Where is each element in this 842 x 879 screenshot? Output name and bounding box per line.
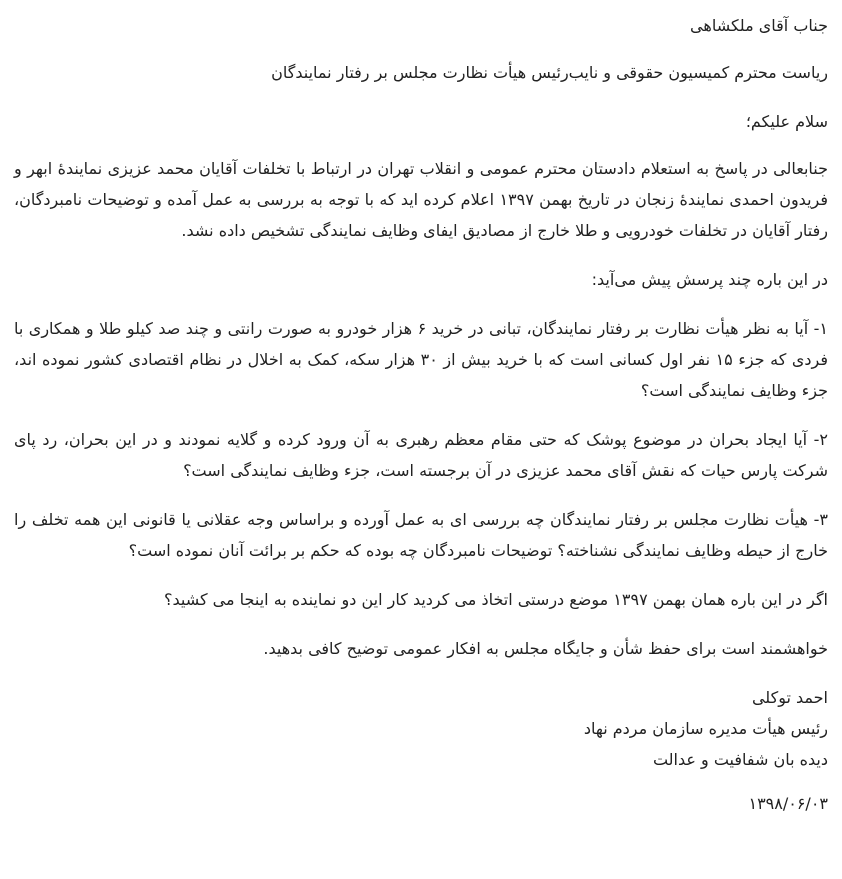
paragraph-request: خواهشمند است برای حفظ شأن و جایگاه مجلس به افکار عمومی توضیح کافی بدهید. [263, 639, 828, 658]
greeting: سلام علیکم؛ [745, 112, 828, 131]
signature-organization: دیده بان شفافیت و عدالت [652, 750, 828, 769]
salutation: جناب آقای ملکشاهی [690, 16, 828, 35]
signature-name: احمد توکلی [751, 688, 828, 707]
paragraph-question-2: ۲- آیا ایجاد بحران در موضوع پوشک که حتی مقام معظم رهبری به آن ورود کرده و گلایه نمودند و در این بحران، رد پای شرکت پارس حیات که نقش آقای محمد عزیزی در آن برجسته است، جزء وظایف نمایندگی است؟ [14, 430, 828, 480]
paragraph-intro: جنابعالی در پاسخ به استعلام دادستان محترم عمومی و انقلاب تهران در ارتباط با تخلفات آقایان محمد عزیزی نمایندۀ ابهر و فریدون احمدی نمایندۀ زنجان در تاریخ بهمن ۱۳۹۷ اعلام کرده اید که با توجه به بررسی به عمل آمده و توضیحات نامبردگان، رفتار آقایان در تخلفات خودرویی و طلا خارج از مصادیق ایفای وظایف نمایندگی تشخیص داده نشد. [14, 159, 829, 240]
paragraph-questions-lead: در این باره چند پرسش پیش می‌آید: [591, 270, 828, 289]
letter-date: ۱۳۹۸/۰۶/۰۳ [748, 794, 828, 813]
paragraph-question-1: ۱- آیا به نظر هیأت نظارت بر رفتار نمایندگان، تبانی در خرید ۶ هزار خودرو به صورت رانتی و چند صد کیلو طلا و همکاری با فردی که جزء ۱۵ نفر اول کسانی است که با خرید بیش از ۳۰ هزار سکه، کمک به اخلال در نظام اقتصادی کشور نموده اند، جزء وظایف نمایندگی است؟ [14, 319, 828, 400]
paragraph-followup: اگر در این باره همان بهمن ۱۳۹۷ موضع درستی اتخاذ می کردید کار این دو نماینده به اینجا می کشید؟ [163, 590, 828, 609]
paragraph-question-3: ۳- هیأت نظارت مجلس بر رفتار نمایندگان چه بررسی ای به عمل آورده و براساس وجه عقلانی یا قانونی این همه تخلف را خارج از حیطه وظایف نمایندگی نشناخته؟ توضیحات نامبردگان چه بوده که حکم بر برائت آنان نموده است؟ [14, 510, 828, 560]
addressee: ریاست محترم کمیسیون حقوقی و نایب‌رئیس هیأت نظارت مجلس بر رفتار نمایندگان [271, 63, 828, 82]
signature-title: رئیس هیأت مدیره سازمان مردم نهاد [583, 719, 828, 738]
signature-block [14, 682, 828, 775]
